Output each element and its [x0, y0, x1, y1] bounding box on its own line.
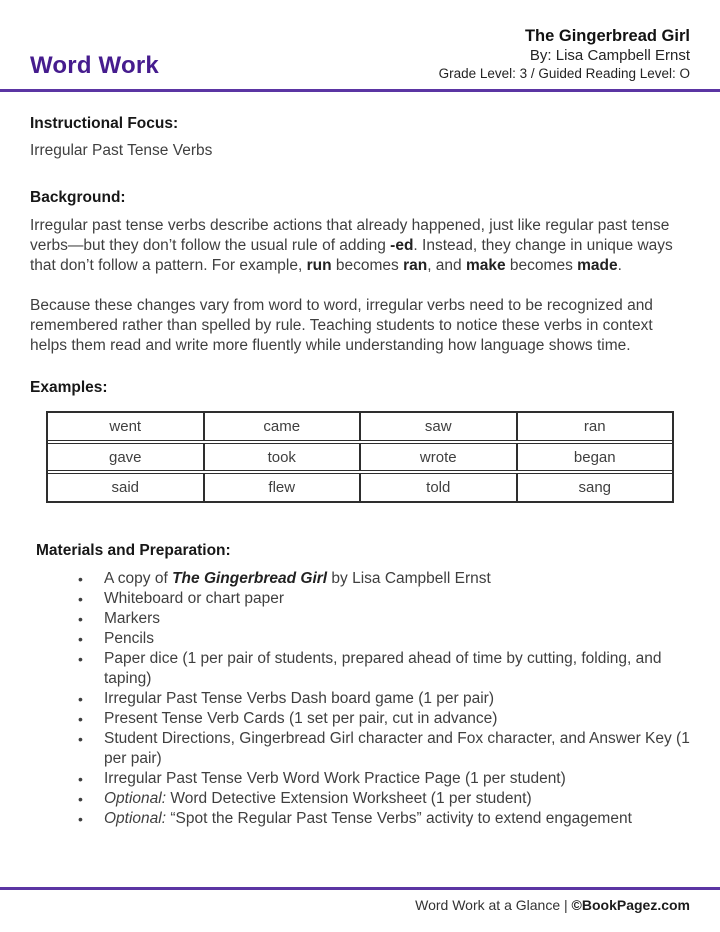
book-author: By: Lisa Campbell Ernst: [529, 47, 690, 64]
page-title: Word Work: [30, 52, 159, 79]
text-segment: Student Directions, Gingerbread Girl character and Fox character, and Answer Key (1 per pair): [104, 730, 690, 767]
table-cell: went: [48, 413, 205, 440]
table-cell: began: [573, 449, 616, 466]
list-item-text: [104, 609, 690, 629]
text-segment: Irregular Past Tense Verb Word Work Practice Page (1 per student): [104, 770, 566, 787]
text-segment: Pencils: [104, 630, 154, 647]
text-segment: make: [465, 257, 506, 274]
table-cell: came: [205, 413, 362, 440]
text-segment: “Spot the Regular Past Tense Verbs” activity to extend engagement: [166, 810, 632, 827]
bullet-icon: •: [78, 571, 83, 587]
list-item: [30, 729, 690, 769]
list-item-text: [104, 689, 690, 709]
bullet-icon: •: [78, 631, 83, 647]
table-cell: told: [361, 474, 518, 501]
examples-heading: Examples:: [30, 379, 108, 396]
book-title: The Gingerbread Girl: [524, 27, 690, 45]
list-item: [30, 809, 690, 829]
text-segment: Word Detective Extension Worksheet (1 per student): [166, 790, 532, 807]
list-item: [30, 629, 690, 649]
list-item: [30, 609, 690, 629]
text-segment: . Instead, they change in unique ways that don’t follow a pattern. For example,: [30, 237, 673, 274]
bullet-icon: •: [78, 651, 83, 667]
list-item: [30, 569, 690, 589]
header: [0, 0, 720, 89]
bullet-icon: •: [78, 731, 83, 747]
instructional-focus-body: Irregular Past Tense Verbs: [30, 142, 213, 159]
list-item-text: [104, 649, 690, 689]
table-cell: sang: [578, 479, 612, 496]
list-item-text: [104, 709, 690, 729]
text-segment: Whiteboard or chart paper: [104, 590, 285, 607]
materials-heading: Materials and Preparation:: [36, 542, 231, 559]
list-item: [30, 709, 690, 729]
table-cell: gave: [48, 444, 205, 470]
bullet-icon: •: [78, 611, 83, 627]
book-info: [439, 26, 690, 82]
bullet-icon: •: [78, 811, 83, 827]
text-segment: becomes: [331, 257, 404, 274]
text-segment: Optional:: [104, 790, 167, 807]
list-item: [30, 769, 690, 789]
text-segment: becomes: [505, 257, 578, 274]
table-cell: ran: [583, 418, 606, 435]
text-segment: Paper dice (1 per pair of students, prepared ahead of time by cutting, folding, and taping): [104, 650, 662, 687]
background-heading: Background:: [30, 189, 126, 206]
table-row: [48, 443, 672, 471]
text-segment: Irregular past tense verbs describe actions that already happened, just like regular past tense verbs—but they don’t follow the usual rule of adding: [30, 217, 670, 254]
bullet-icon: •: [78, 691, 83, 707]
text-segment: Optional:: [104, 810, 167, 827]
text-segment: Markers: [104, 610, 160, 627]
list-item-text: [104, 789, 690, 809]
text-segment: ran: [403, 257, 428, 274]
grade-level: Grade Level: 3 / Guided Reading Level: O: [438, 66, 690, 81]
table-cell: said: [48, 474, 205, 501]
bullet-icon: •: [78, 771, 83, 787]
list-item: [30, 649, 690, 689]
footer-label: Word Work at a Glance: [415, 897, 561, 913]
brand-text: ©BookPagez.com: [571, 897, 690, 913]
footer-text: [415, 897, 690, 913]
text-segment: -ed: [390, 237, 414, 254]
bullet-icon: •: [78, 711, 83, 727]
list-item-text: [104, 569, 690, 589]
list-item: [30, 689, 690, 709]
instructional-focus-heading: Instructional Focus:: [30, 115, 179, 132]
list-item-text: [104, 769, 690, 789]
list-item-text: [104, 729, 690, 769]
text-segment: by Lisa Campbell Ernst: [327, 570, 491, 587]
table-cell: took: [205, 444, 362, 470]
table-cell: flew: [205, 474, 362, 501]
table-cell: saw: [361, 413, 518, 440]
text-segment: The Gingerbread Girl: [172, 570, 328, 587]
list-item-text: [104, 589, 690, 609]
footer-rule: [0, 887, 720, 890]
background-paragraph-1: [30, 216, 690, 276]
text-segment: A copy of: [104, 570, 173, 587]
text-segment: Because these changes vary from word to word, irregular verbs need to be recognized and remembered rather than spelled by rule. Teaching students to notice these verbs in context helps them read and write more fluently while understanding how language shows time.: [30, 297, 653, 354]
table-cell: wrote: [361, 444, 518, 470]
list-item-text: [104, 629, 690, 649]
bullet-icon: •: [78, 591, 83, 607]
list-item-text: [104, 809, 690, 829]
bullet-icon: •: [78, 791, 83, 807]
text-segment: , and: [427, 257, 466, 274]
footer-separator: |: [560, 897, 572, 913]
list-item: [30, 789, 690, 809]
list-item: [30, 589, 690, 609]
text-segment: .: [617, 257, 622, 274]
text-segment: Irregular Past Tense Verbs Dash board game (1 per pair): [104, 690, 494, 707]
materials-list: [30, 569, 690, 829]
main-content: [0, 92, 720, 829]
examples-table: [46, 411, 674, 503]
background-paragraph-2: [30, 296, 690, 356]
text-segment: made: [577, 257, 618, 274]
text-segment: Present Tense Verb Cards (1 set per pair, cut in advance): [104, 710, 498, 727]
table-row: [48, 413, 672, 441]
table-row: [48, 473, 672, 501]
text-segment: run: [306, 257, 332, 274]
